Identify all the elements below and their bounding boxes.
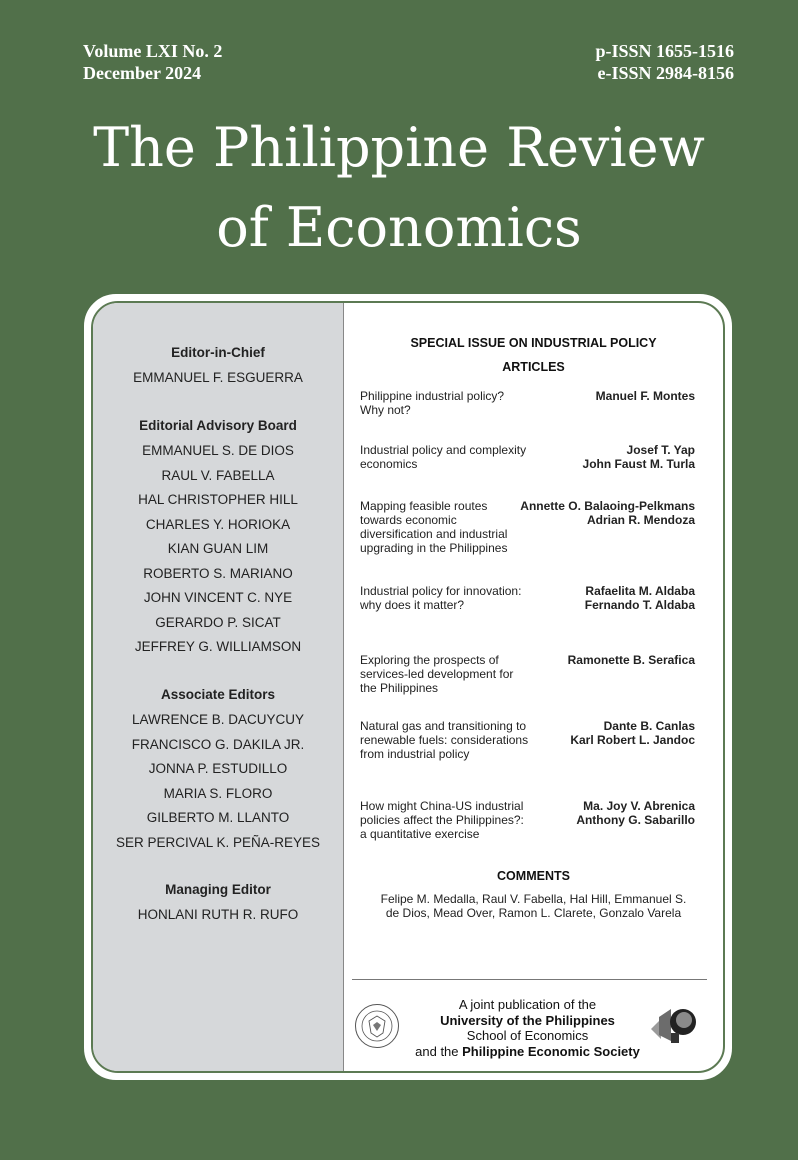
associate-editor: JONNA P. ESTUDILLO: [148, 761, 288, 776]
board-member: JOHN VINCENT C. NYE: [143, 590, 293, 605]
publisher-and: and the: [415, 1043, 463, 1059]
article-authors: Annette O. Balaoing-Pelkmans Adrian R. Mendoza: [520, 499, 695, 527]
article-authors: Manuel F. Montes: [595, 389, 695, 403]
comments-authors: Felipe M. Medalla, Raul V. Fabella, Hal Hill, Emmanuel S. de Dios, Mead Over, Ramon L. Clarete, Gonzalo Varela: [380, 892, 687, 920]
up-seal-icon: [354, 1003, 400, 1049]
article-title: Industrial policy and complexity economics: [360, 443, 527, 471]
volume-number: Volume LXI No. 2: [83, 41, 223, 61]
advisory-board-group: [93, 418, 343, 660]
journal-title: [0, 108, 798, 268]
advisory-board-heading: Editorial Advisory Board: [139, 418, 297, 433]
pes-logo-icon: [649, 1005, 701, 1045]
footer-divider: [352, 979, 707, 980]
publisher-society: Philippine Economic Society: [462, 1043, 640, 1059]
editor-in-chief-group: [93, 345, 343, 391]
contents-panel: [84, 294, 732, 1080]
board-member: RAUL V. FABELLA: [161, 467, 275, 483]
p-issn: p-ISSN 1655-1516: [595, 41, 734, 61]
table-of-contents: [344, 303, 723, 1071]
article-authors: Ma. Joy V. Abrenica Anthony G. Sabarillo: [576, 799, 695, 827]
article-authors: Ramonette B. Serafica: [567, 653, 695, 667]
publisher-block: [404, 997, 651, 1059]
articles-heading: ARTICLES: [502, 360, 565, 374]
board-member: HAL CHRISTOPHER HILL: [138, 492, 298, 507]
editor-in-chief-heading: Editor-in-Chief: [171, 345, 265, 360]
board-member: CHARLES Y. HORIOKA: [145, 516, 291, 532]
managing-editor-group: [93, 882, 343, 928]
publisher-school: School of Economics: [466, 1028, 589, 1043]
journal-title-line1: The Philippine Review: [93, 116, 705, 179]
article-title: Natural gas and transitioning to renewable fuels: considerations from industrial policy: [360, 719, 529, 761]
board-member: EMMANUEL S. DE DIOS: [142, 443, 294, 458]
article-title: Exploring the prospects of services-led development for the Philippines: [360, 653, 514, 695]
article-authors: Josef T. Yap John Faust M. Turla: [582, 443, 695, 471]
article-title: Philippine industrial policy? Why not?: [360, 389, 505, 417]
publisher-line1: A joint publication of the: [458, 997, 597, 1012]
issn-info: [595, 40, 734, 84]
associate-editors-group: [93, 687, 343, 855]
editorial-board-column: [93, 303, 344, 1071]
article-authors: Rafaelita M. Aldaba Fernando T. Aldaba: [584, 584, 695, 612]
editor-name: EMMANUEL F. ESGUERRA: [133, 370, 303, 385]
associate-editor: FRANCISCO G. DAKILA JR.: [131, 736, 305, 752]
special-issue-heading: SPECIAL ISSUE ON INDUSTRIAL POLICY: [410, 336, 657, 350]
article-title: How might China-US industrial policies affect the Philippines?: a quantitative exercise: [360, 799, 524, 841]
publisher-university: University of the Philippines: [440, 1012, 615, 1028]
issue-date: December 2024: [83, 63, 202, 83]
associate-editor: MARIA S. FLORO: [163, 785, 273, 801]
article-title: Mapping feasible routes towards economic diversification and industrial upgrading in the Philippines: [360, 499, 508, 555]
associate-editor: SER PERCIVAL K. PEÑA-REYES: [115, 834, 321, 850]
associate-editor: LAWRENCE B. DACUYCUY: [131, 712, 305, 727]
article-authors: Dante B. Canlas Karl Robert L. Jandoc: [570, 719, 695, 747]
board-member: GERARDO P. SICAT: [155, 614, 281, 630]
article-title: Industrial policy for innovation: why does it matter?: [360, 584, 522, 612]
board-member: JEFFREY G. WILLIAMSON: [134, 639, 302, 654]
associate-editor: GILBERTO M. LLANTO: [146, 810, 290, 825]
e-issn: e-ISSN 2984-8156: [597, 63, 734, 83]
board-member: ROBERTO S. MARIANO: [143, 565, 293, 581]
managing-editor-name: HONLANI RUTH R. RUFO: [137, 907, 299, 922]
issue-info: [83, 40, 222, 84]
journal-title-line2: of Economics: [216, 196, 582, 259]
managing-editor-heading: Managing Editor: [165, 882, 271, 897]
comments-heading: COMMENTS: [497, 869, 570, 883]
board-member: KIAN GUAN LIM: [167, 541, 269, 556]
publisher-line4: [404, 1044, 651, 1060]
associate-editors-heading: Associate Editors: [160, 687, 276, 702]
